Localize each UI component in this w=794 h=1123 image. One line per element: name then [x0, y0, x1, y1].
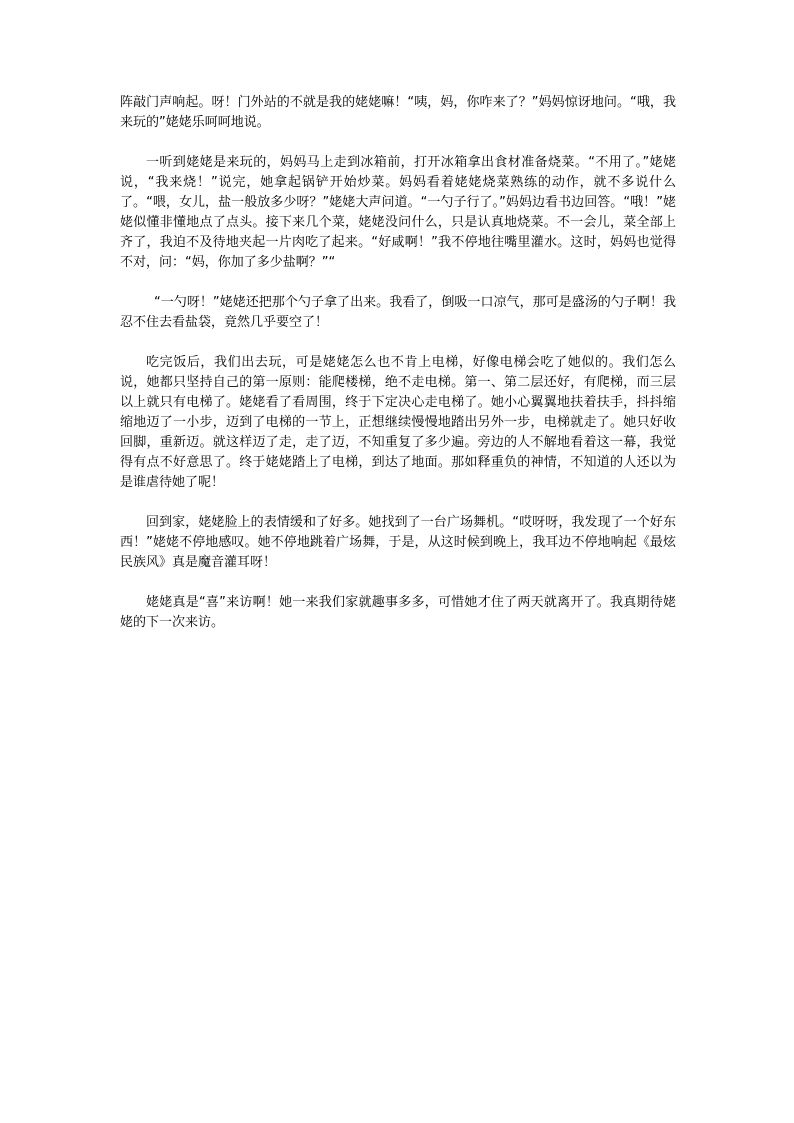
- paragraph-2: 一听到姥姥是来玩的，妈妈马上走到冰箱前，打开冰箱拿出食材准备烧菜。“不用了。”姥姥说，“我来烧！”说完，她拿起锅铲开始炒菜。妈妈看着姥姥烧菜熟练的动作，就不多说什么了。“喂，女儿，盐一般放多少呀？”姥姥大声问道。“一勺子行了。”妈妈边看书边回答。“哦！”姥姥似懂非懂地点了点头。接下来几个菜，姥姥没问什么，只是认真地烧菜。不一会儿，菜全部上齐了，我迫不及待地夹起一片肉吃了起来。“好咸啊！”我不停地往嘴里灌水。这时，妈妈也觉得不对，问：“妈，你加了多少盐啊？”“: [120, 155, 676, 270]
- paragraph-3: “一勺呀！”姥姥还把那个勺子拿了出来。我看了，倒吸一口凉气，那可是盛汤的勺子啊！我忍不住去看盐袋，竟然几乎要空了！: [120, 295, 676, 330]
- paragraph-6: 姥姥真是“喜”来访啊！她一来我们家就趣事多多，可惜她才住了两天就离开了。我真期待姥姥的下一次来访。: [120, 595, 676, 630]
- paragraph-5: 回到家，姥姥脸上的表情缓和了好多。她找到了一台广场舞机。“哎呀呀，我发现了一个好东西！”姥姥不停地感叹。她不停地跳着广场舞，于是，从这时候到晚上，我耳边不停地响起《最炫民族风》真是魔音灌耳呀！: [120, 515, 676, 570]
- paragraph-1: 阵敲门声响起。呀！门外站的不就是我的姥姥嘛！“咦，妈，你咋来了？”妈妈惊讶地问。“哦，我来玩的”姥姥乐呵呵地说。: [120, 95, 676, 130]
- document-body: [120, 93, 676, 653]
- paragraph-4: 吃完饭后，我们出去玩，可是姥姥怎么也不肯上电梯，好像电梯会吃了她似的。我们怎么说，她都只坚持自己的第一原则：能爬楼梯，绝不走电梯。第一、第二层还好，有爬梯，而三层以上就只有电梯了。姥姥看了看周围，终于下定决心走电梯了。她小心翼翼地扶着扶手，抖抖缩缩地迈了一小步，迈到了电梯的一节上，正想继续慢慢地踏出另外一步，电梯就走了。她只好收回脚，重新迈。就这样迈了走，走了迈，不知重复了多少遍。旁边的人不解地看着这一幕，我觉得有点不好意思了。终于姥姥踏上了电梯，到达了地面。那如释重负的神情，不知道的人还以为是谁虐待她了呢！: [120, 355, 676, 490]
